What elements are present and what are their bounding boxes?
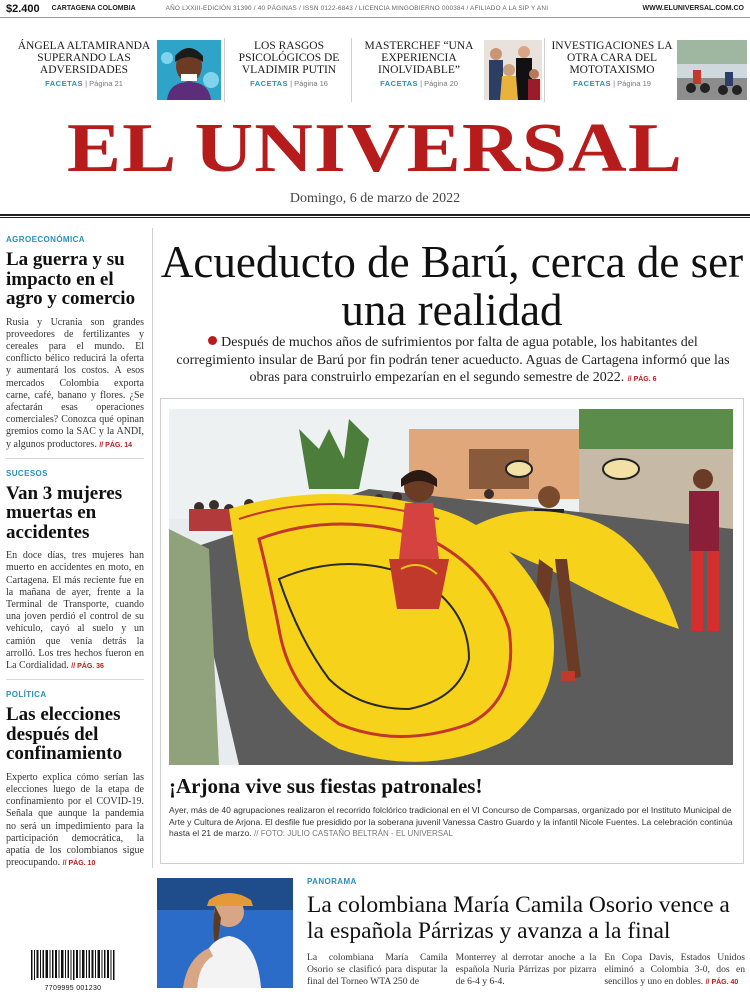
barcode-bars (30, 950, 116, 980)
main-headline[interactable]: Acueducto de Barú, cerca de ser una realidad (160, 237, 744, 335)
newspaper-logo: EL UNIVERSAL (66, 110, 684, 187)
teaser-item[interactable]: INVESTIGACIONES LA OTRA CARA DEL MOTOTAXISMO FACETAS | Página 19 (545, 38, 750, 102)
story-body: Rusia y Ucrania son grandes proveedores de fertilizantes y cereales para el mundo. El conflicto bélico reducirá la oferta y aumentará los costos. A esos mercados Colombia exporta carne, café, banano y flores. ¿Se afectarán esas operaciones comerciales? Conozca qué opinan gremios como la SAC y la ANDI, y algunos productores. // PÁG. 14 (6, 316, 144, 450)
teaser-item[interactable]: MASTERCHEF “UNA EXPERIENCIA INOLVIDABLE” FACETAS | Página 20 (352, 38, 545, 102)
photo-credit: // FOTO: JULIO CASTAÑO BELTRÁN - EL UNIVERSAL (254, 829, 453, 838)
page-reference[interactable]: // PÁG. 40 (705, 979, 739, 986)
teaser-title: INVESTIGACIONES LA OTRA CARA DEL MOTOTAXISMO (551, 40, 673, 76)
masthead-rule (0, 214, 750, 216)
teaser-section: FACETAS (573, 79, 612, 88)
story-headline[interactable]: La guerra y su impacto en el agro y comercio (6, 249, 136, 309)
festival-dancer-photo (169, 409, 733, 765)
cover-price: $2.400 (6, 2, 40, 15)
masthead (0, 112, 750, 207)
story-headline[interactable]: Las elecciones después del confinamiento (6, 704, 123, 765)
teaser-item[interactable]: LOS RASGOS PSICOLÓGICOS DE VLADIMIR PUTIN FACETAS | Página 16 (225, 38, 352, 102)
barcode (30, 950, 116, 990)
story-section: AGROECONÓMICA (6, 235, 85, 244)
teaser-photo-motorcycles (677, 40, 747, 100)
left-story[interactable] (6, 235, 144, 459)
teaser-photo-portrait (157, 40, 221, 100)
teaser-page: Página 21 (89, 79, 123, 88)
teaser-section: FACETAS (380, 79, 419, 88)
teaser-title: LOS RASGOS PSICOLÓGICOS DE VLADIMIR PUTIN (238, 40, 340, 76)
story-section: POLÍTICA (6, 690, 47, 700)
top-info-strip (0, 0, 750, 18)
edition-city: CARTAGENA COLOMBIA (51, 5, 136, 12)
bottom-story-col: En Copa Davis, Estados Unidos eliminó a Colombia 3-0, dos en sencillos y uno en dobles. // PÁG. 40 (604, 952, 746, 987)
story-body: Experto explica cómo serían las elecciones luego de la etapa de confinamiento por el COVID-19. Señala que aunque la pandemia no será un impedimiento para la participación democrática, la apatía de los colombianos sigue preocupando. // PÁG. 10 (6, 771, 144, 869)
edition-legal-info: AÑO LXXIII-EDICIÓN 31390 / 40 PÁGINAS / ISSN 0122-6843 / LICENCIA MINGOBIERNO 000384 / AFILIADO A LA SIP Y ANI (165, 5, 549, 12)
left-story[interactable] (6, 469, 144, 681)
teaser-photo-masterchef (484, 40, 542, 100)
teaser-section: FACETAS (250, 79, 289, 88)
teaser-page: Página 20 (424, 79, 458, 88)
photo-caption: Ayer, más de 40 agrupaciones realizaron el recorrido folclórico tradicional en el VI Concurso de Comparsas, organizado por el Instituto Municipal de Arte y Cultura de Arjona. El desfile fue presidido por la soberana juvenil Vanessa Castro Guardo y la infantil Nicole Fuentes. La celebración continúa hasta el 21 de marzo. // FOTO: JULIO CASTAÑO BELTRÁN - EL UNIVERSAL (169, 805, 733, 838)
photo-story-headline[interactable]: ¡Arjona vive sus fiestas patronales! (169, 774, 483, 798)
bullet-icon (208, 336, 217, 345)
page-reference[interactable]: // PÁG. 10 (62, 860, 96, 868)
page-reference[interactable]: // PÁG. 14 (99, 441, 133, 449)
left-story[interactable] (6, 690, 144, 876)
website-link[interactable]: WWW.ELUNIVERSAL.COM.CO (642, 5, 744, 12)
story-body: En doce días, tres mujeres han muerto en accidentes en moto, en Cartagena. El más reciente fue en la mañana de ayer, frente a la Terminal de Transporte, cuando una joven perdió el control de su vehículo, cayó al suelo y un camión que venía detrás la arrolló. Los tres hechos fueron en La Cordialidad. // PÁG. 36 (6, 550, 144, 672)
tennis-player-photo (157, 878, 293, 988)
teaser-page: Página 16 (294, 79, 328, 88)
masthead-rule-thin (0, 217, 750, 218)
bottom-story-headline[interactable]: La colombiana María Camila Osorio vence a la española Párrizas y avanza a la final (307, 892, 730, 944)
left-column (6, 225, 144, 883)
teaser-page: Página 19 (617, 79, 651, 88)
teaser-item[interactable]: ÁNGELA ALTAMIRANDA SUPERANDO LAS ADVERSIDADES FACETAS | Página 21 (0, 38, 225, 102)
photo-story (160, 398, 744, 864)
bottom-story-section: PANORAMA (307, 877, 357, 886)
teaser-strip (0, 38, 750, 102)
teaser-title: MASTERCHEF “UNA EXPERIENCIA INOLVIDABLE” (364, 40, 474, 76)
bottom-story-body (307, 952, 745, 989)
page-reference[interactable]: // PÁG. 36 (71, 663, 104, 671)
page-reference[interactable]: // PÁG. 6 (627, 376, 657, 383)
teaser-section: FACETAS (45, 79, 84, 88)
main-deck: Después de muchos años de sufrimientos por falta de agua potable, los habitantes del corregimiento insular de Barú por fin podrán tener acueducto. Aguas de Cartagena informó que las obras para construirlo empezarían en el segundo semestre de 2022. // PÁG. 6 (176, 335, 730, 385)
story-headline[interactable]: Van 3 mujeres muertas en accidentes (6, 482, 123, 543)
story-section: SUCESOS (6, 468, 48, 478)
bottom-story-col: Monterrey al derrotar anoche a la española Nuria Párrizas por pizarra de 6-4 y 6-4. (455, 952, 597, 987)
teaser-title: ÁNGELA ALTAMIRANDA SUPERANDO LAS ADVERSIDADES (17, 40, 151, 76)
column-divider (152, 228, 153, 868)
bottom-story-col: La colombiana María Camila Osorio se clasificó para disputar la final del Torneo WTA 250 de (307, 952, 448, 987)
edition-date: Domingo, 6 de marzo de 2022 (289, 191, 461, 206)
barcode-number: 7709995 001230 (44, 985, 102, 992)
